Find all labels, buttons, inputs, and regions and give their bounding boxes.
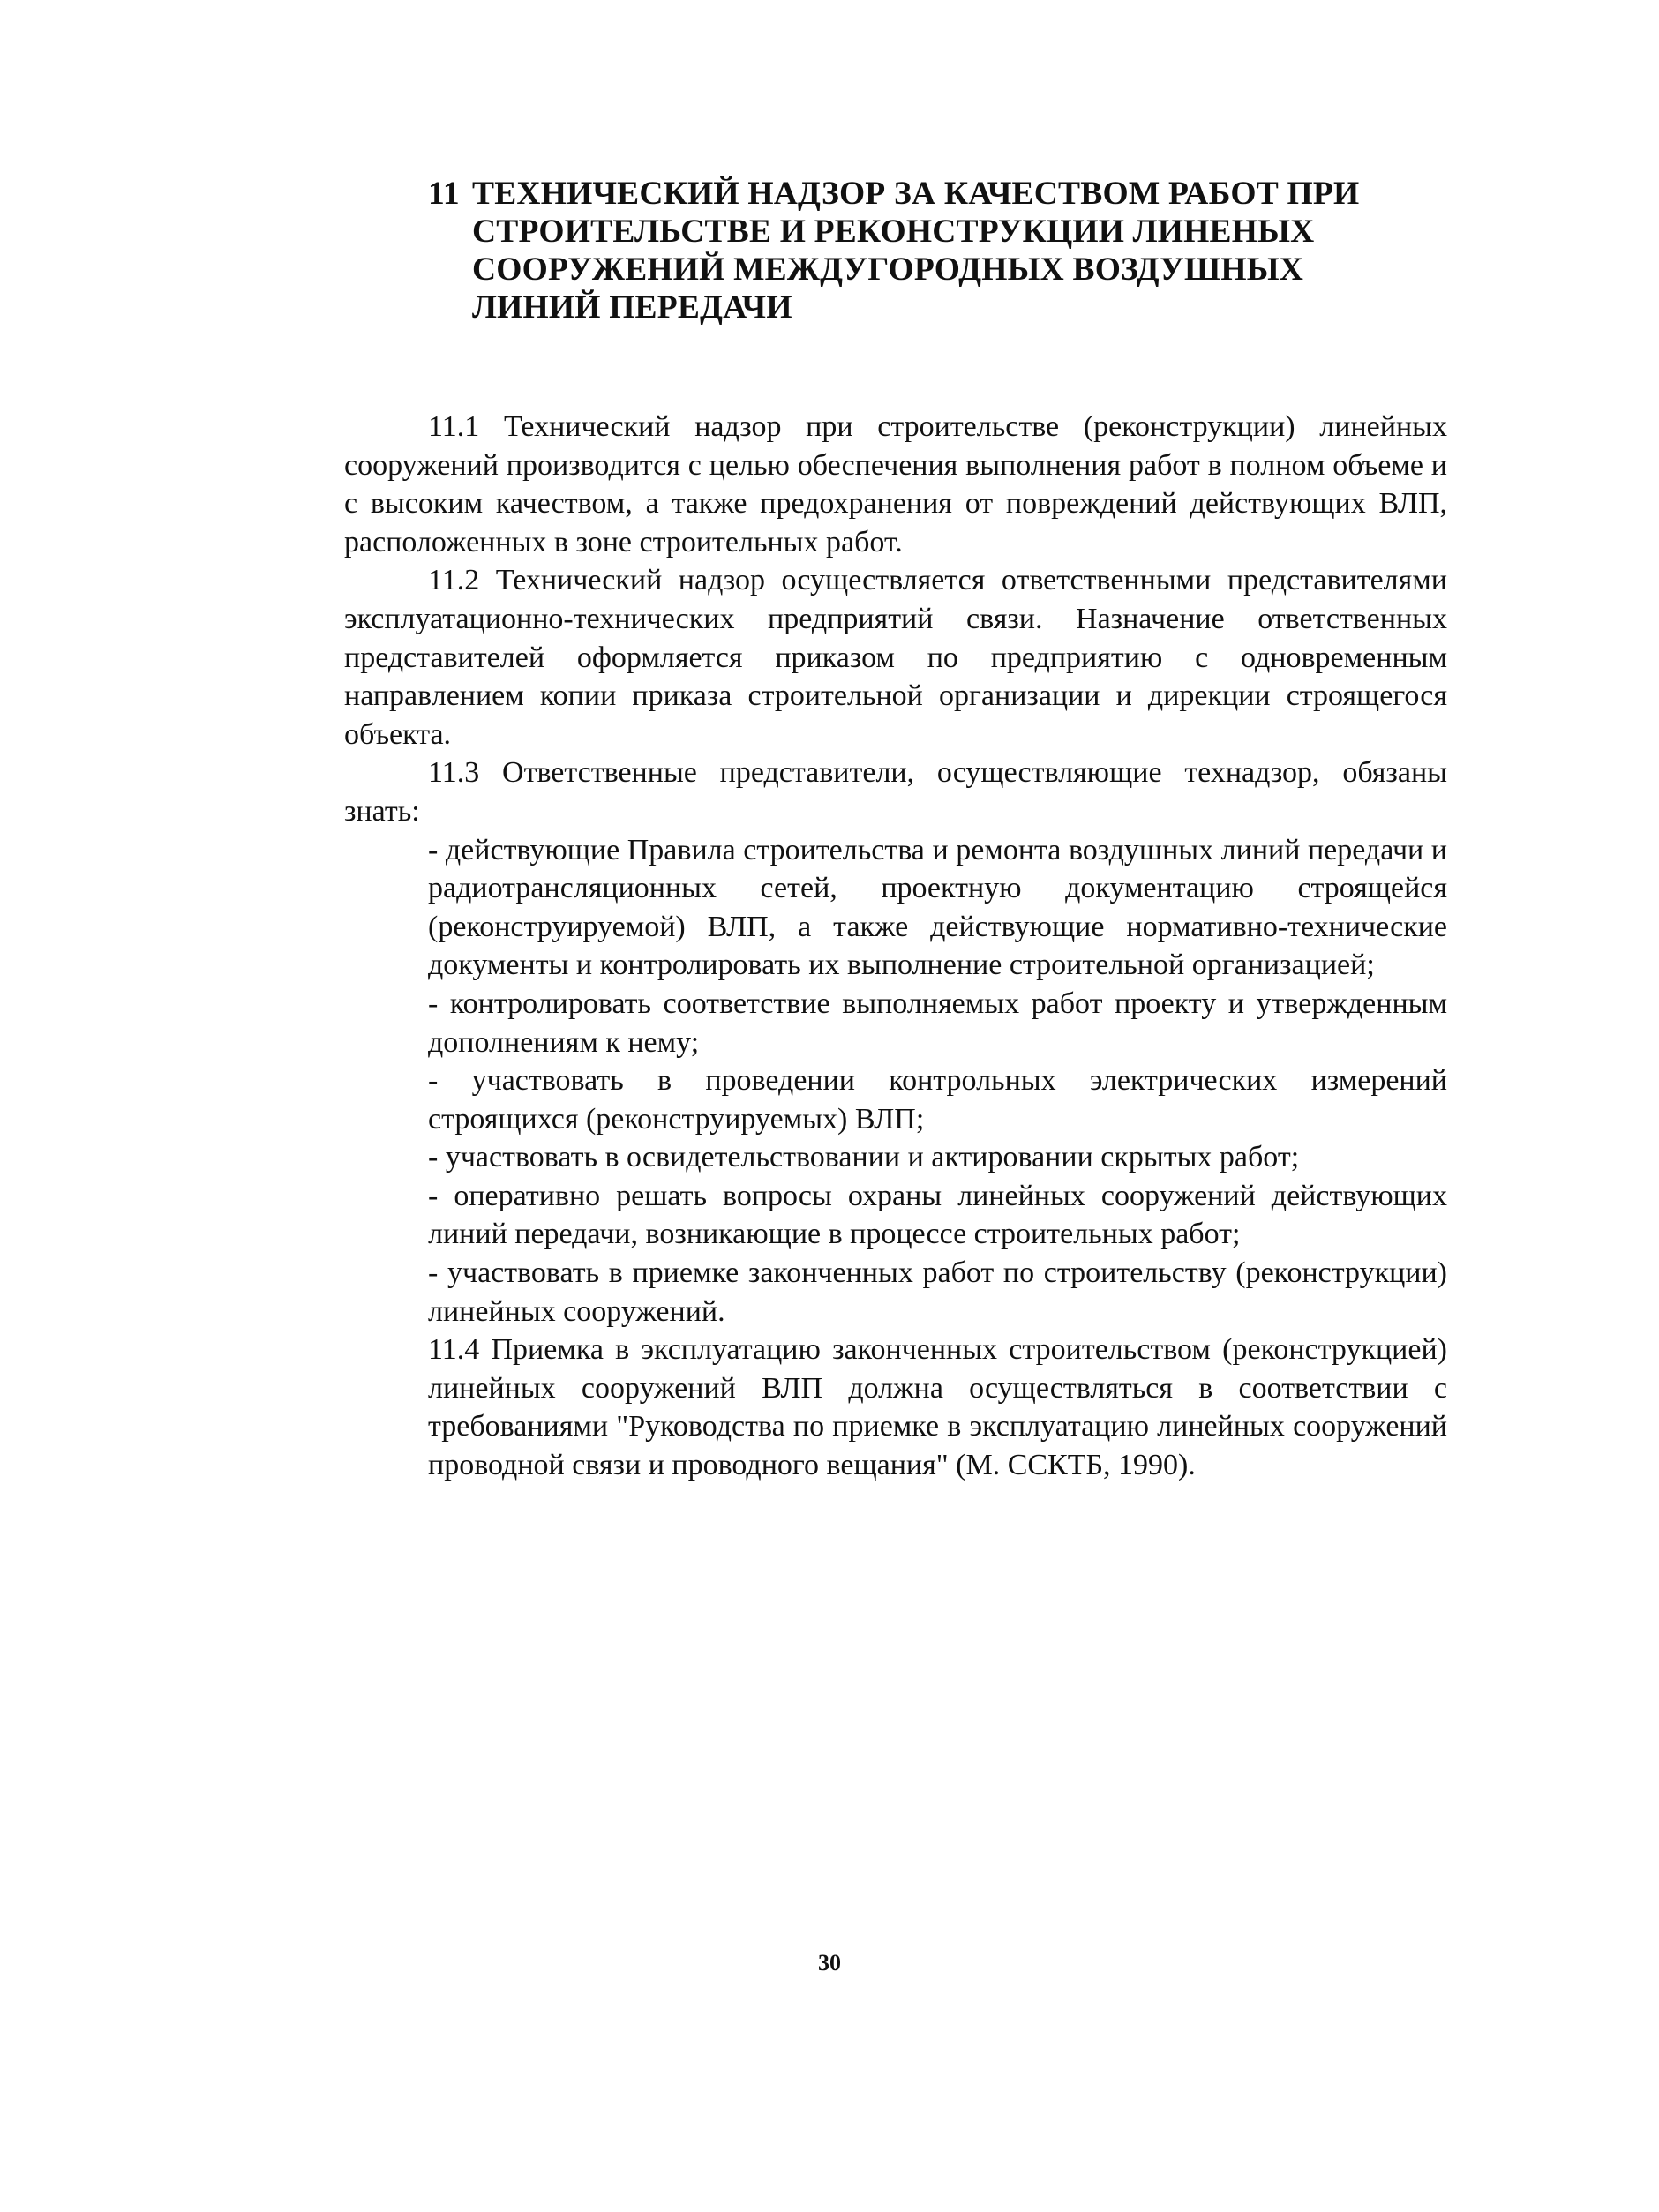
paragraph-11-2: 11.2 Технический надзор осуществляется ответственными представителями эксплуатационно-технических предприятий связи. Назначение ответственных представителей оформляется приказом по предприятию с одновременным направлением копии приказа строительной организации и дирекции строящегося объекта. [344, 564, 1447, 751]
duty-item: - участвовать в освидетельствовании и актировании скрытых работ; [428, 1141, 1300, 1174]
duty-item: - действующие Правила строительства и ремонта воздушных линий передачи и радиотрансляционных сетей, проектную документацию строящейся (реконструируемой) ВЛП, а также действующие нормативно-технические документы и контролировать их выполнение строительной организацией; [428, 833, 1447, 982]
duties-list [344, 831, 1447, 1331]
page-number: 30 [818, 1950, 841, 1976]
duty-item: - оперативно решать вопросы охраны линейных сооружений действующих линий передачи, возникающие в процессе строительных работ; [428, 1179, 1447, 1251]
document-body [344, 408, 1447, 1485]
section-heading-line-1 [428, 175, 1452, 213]
duty-item: - контролировать соответствие выполняемых работ проекту и утвержденным дополнениям к нему; [428, 986, 1447, 1059]
section-title-line: ТЕХНИЧЕСКИЙ НАДЗОР ЗА КАЧЕСТВОМ РАБОТ ПРИ [472, 176, 1360, 212]
section-title-line: ЛИНИЙ ПЕРЕДАЧИ [472, 289, 792, 326]
section-title-line: СООРУЖЕНИЙ МЕЖДУГОРОДНЫХ ВОЗДУШНЫХ [472, 251, 1303, 288]
duty-item: - участвовать в приемке законченных работ по строительству (реконструкции) линейных сооружений. [428, 1256, 1447, 1328]
paragraph-11-4: 11.4 Приемка в эксплуатацию законченных строительством (реконструкцией) линейных сооружений ВЛП должна осуществляться в соответствии с требованиями "Руководства по приемке в эксплуатацию линейных сооружений проводной связи и проводного вещания" (М. ССКТБ, 1990). [428, 1333, 1447, 1482]
section-number: 11 [428, 176, 460, 212]
paragraph-11-3: 11.3 Ответственные представители, осуществляющие технадзор, обязаны знать: [344, 756, 1447, 828]
paragraph-11-1: 11.1 Технический надзор при строительстве (реконструкции) линейных сооружений производится с целью обеспечения выполнения работ в полном объеме и с высоким качеством, а также предохранения от повреждений действующих ВЛП, расположенных в зоне строительных работ. [344, 410, 1447, 559]
section-title-line: СТРОИТЕЛЬСТВЕ И РЕКОНСТРУКЦИИ ЛИНЕНЫХ [472, 214, 1315, 250]
section-heading [428, 175, 1452, 326]
duty-item: - участвовать в проведении контрольных электрических измерений строящихся (реконструируемых) ВЛП; [428, 1064, 1447, 1136]
